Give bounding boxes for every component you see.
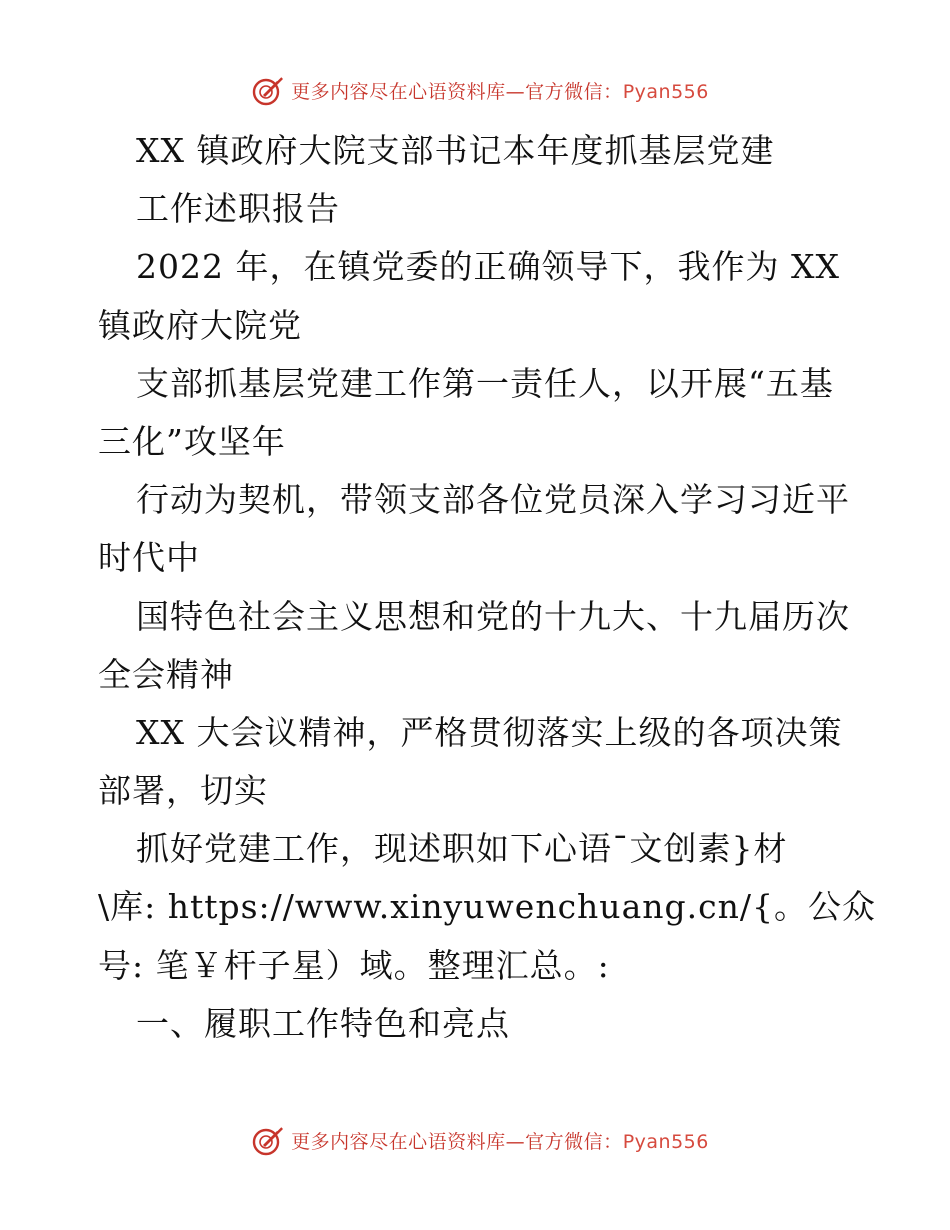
doc-line: 部署，切实 <box>98 771 268 811</box>
doc-line: 时代中 <box>98 538 200 578</box>
quill-logo-icon <box>251 1123 285 1157</box>
footer-banner-main: 更多内容尽在心语资料库 <box>291 1130 506 1153</box>
footer-banner-inner <box>251 1123 709 1157</box>
footer-banner <box>0 1120 950 1160</box>
header-banner-sub: 官方微信： <box>525 80 623 103</box>
doc-line: \库: https://www.xinyuwenchuang.cn/{。公众 <box>98 887 876 927</box>
doc-line: 三化”攻坚年 <box>98 421 286 461</box>
doc-line: 2022 年，在镇党委的正确领导下，我作为 XX <box>136 247 840 287</box>
footer-banner-wechat-id: Pyan556 <box>622 1130 709 1153</box>
doc-line: 全会精神 <box>98 654 234 694</box>
doc-line: 国特色社会主义思想和党的十九大、十九届历次 <box>136 596 850 636</box>
footer-banner-dash: — <box>505 1130 526 1153</box>
header-banner-dash: — <box>505 80 526 103</box>
header-banner-main: 更多内容尽在心语资料库 <box>291 80 506 103</box>
doc-line: XX 大会议精神，严格贯彻落实上级的各项决策 <box>136 712 843 752</box>
doc-line: 抓好党建工作，现述职如下心语¯文创素}材 <box>136 829 788 869</box>
doc-line: 行动为契机，带领支部各位党员深入学习习近平 <box>136 480 850 520</box>
quill-logo-icon <box>251 73 285 107</box>
doc-line: 镇政府大院党 <box>98 305 302 345</box>
doc-line: 号: 笔￥杆子星）域。整理汇总。: <box>98 945 610 985</box>
section-heading: 一、履职工作特色和亮点 <box>136 1003 510 1043</box>
header-banner-inner <box>251 73 709 107</box>
footer-banner-text <box>291 1127 709 1154</box>
doc-title-line-1: XX 镇政府大院支部书记本年度抓基层党建 <box>136 131 775 170</box>
header-banner-wechat-id: Pyan556 <box>622 80 709 103</box>
header-banner <box>0 70 950 110</box>
doc-line: 支部抓基层党建工作第一责任人，以开展“五基 <box>136 363 834 403</box>
header-banner-text <box>291 77 709 104</box>
document-body <box>98 122 876 1053</box>
doc-title-line-2: 工作述职报告 <box>136 189 340 229</box>
footer-banner-sub: 官方微信： <box>525 1130 623 1153</box>
